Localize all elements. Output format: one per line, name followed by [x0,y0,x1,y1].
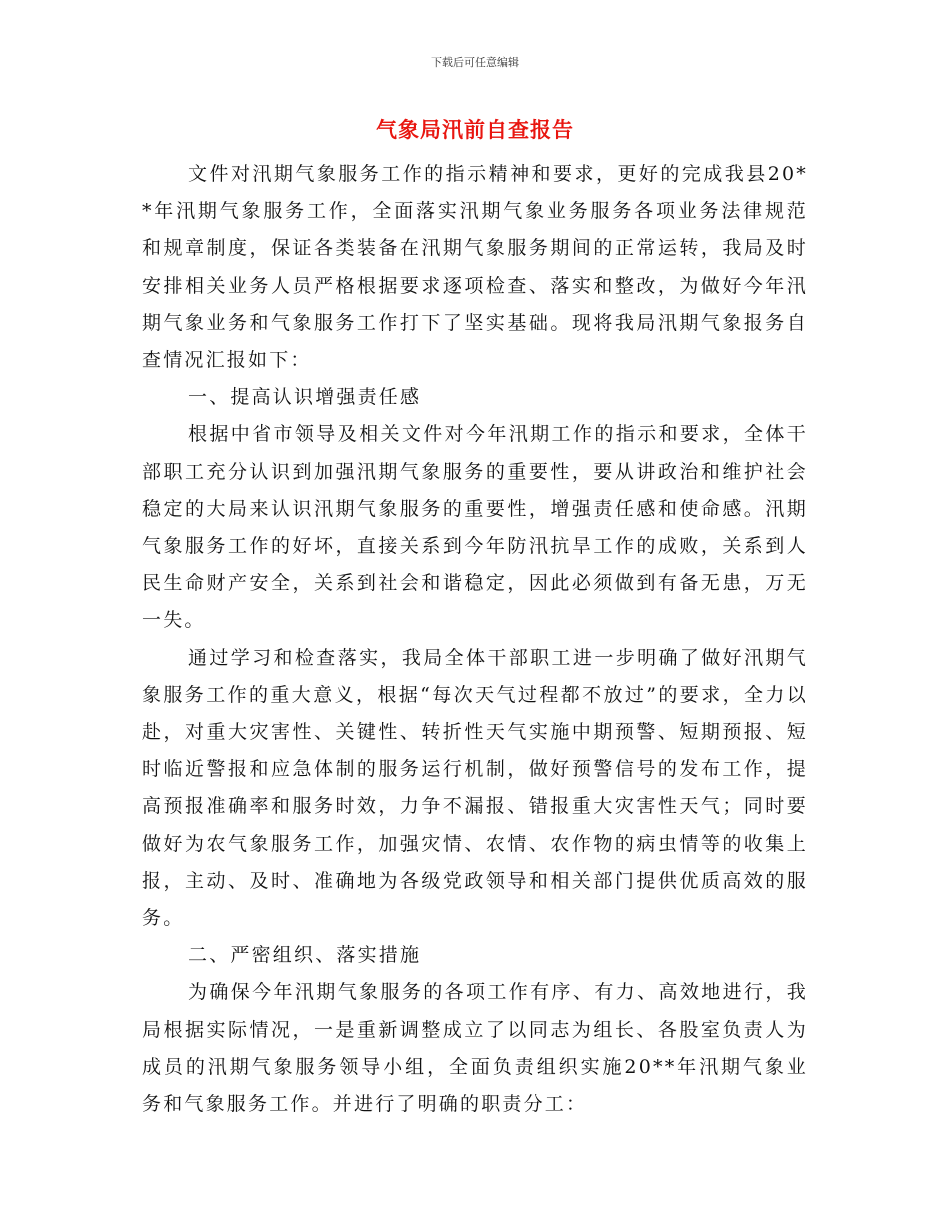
document-body [142,156,808,1123]
document-title: 气象局汛前自查报告 [376,118,574,142]
section-heading-1: 一、提高认识增强责任感 [188,386,422,409]
paragraph-implementation: 通过学习和检查落实，我局全体干部职工进一步明确了做好汛期气象服务工作的重大意义，根据“每次天气过程都不放过”的要求，全力以赴，对重大灾害性、关键性、转折性天气实施中期预警、短期预报、短时临近警报和应急体制的服务运行机制，做好预警信号的发布工作，提高预报准确率和服务时效，力争不漏报、错报重大灾害性天气；同时要做好为农气象服务工作，加强灾情、农情、农作物的病虫情等的收集上报，主动、及时、准确地为各级党政领导和相关部门提供优质高效的服务。 [142,646,808,930]
paragraph-awareness: 根据中省市领导及相关文件对今年汛期工作的指示和要求，全体干部职工充分认识到加强汛期气象服务的重要性，要从讲政治和维护社会稳定的大局来认识汛期气象服务的重要性，增强责任感和使命感。汛期气象服务工作的好坏，直接关系到今年防汛抗旱工作的成败，关系到人民生命财产安全，关系到社会和谐稳定，因此必须做到有备无患，万无一失。 [142,423,808,632]
paragraph-intro: 文件对汛期气象服务工作的指示精神和要求，更好的完成我县20**年汛期气象服务工作，全面落实汛期气象业务服务各项业务法律规范和规章制度，保证各类装备在汛期气象服务期间的正常运转，我局及时安排相关业务人员严格根据要求逐项检查、落实和整改，为做好今年汛期气象业务和气象服务工作打下了坚实基础。现将我局汛期气象报务自查情况汇报如下： [142,163,808,372]
header-note: 下载后可任意编辑 [431,56,519,69]
section-heading-2: 二、严密组织、落实措施 [188,944,422,967]
paragraph-organization: 为确保今年汛期气象服务的各项工作有序、有力、高效地进行，我局根据实际情况，一是重新调整成立了以同志为组长、各股室负责人为成员的汛期气象服务领导小组，全面负责组织实施20**年汛期气象业务和气象服务工作。并进行了明确的职责分工： [142,981,808,1116]
